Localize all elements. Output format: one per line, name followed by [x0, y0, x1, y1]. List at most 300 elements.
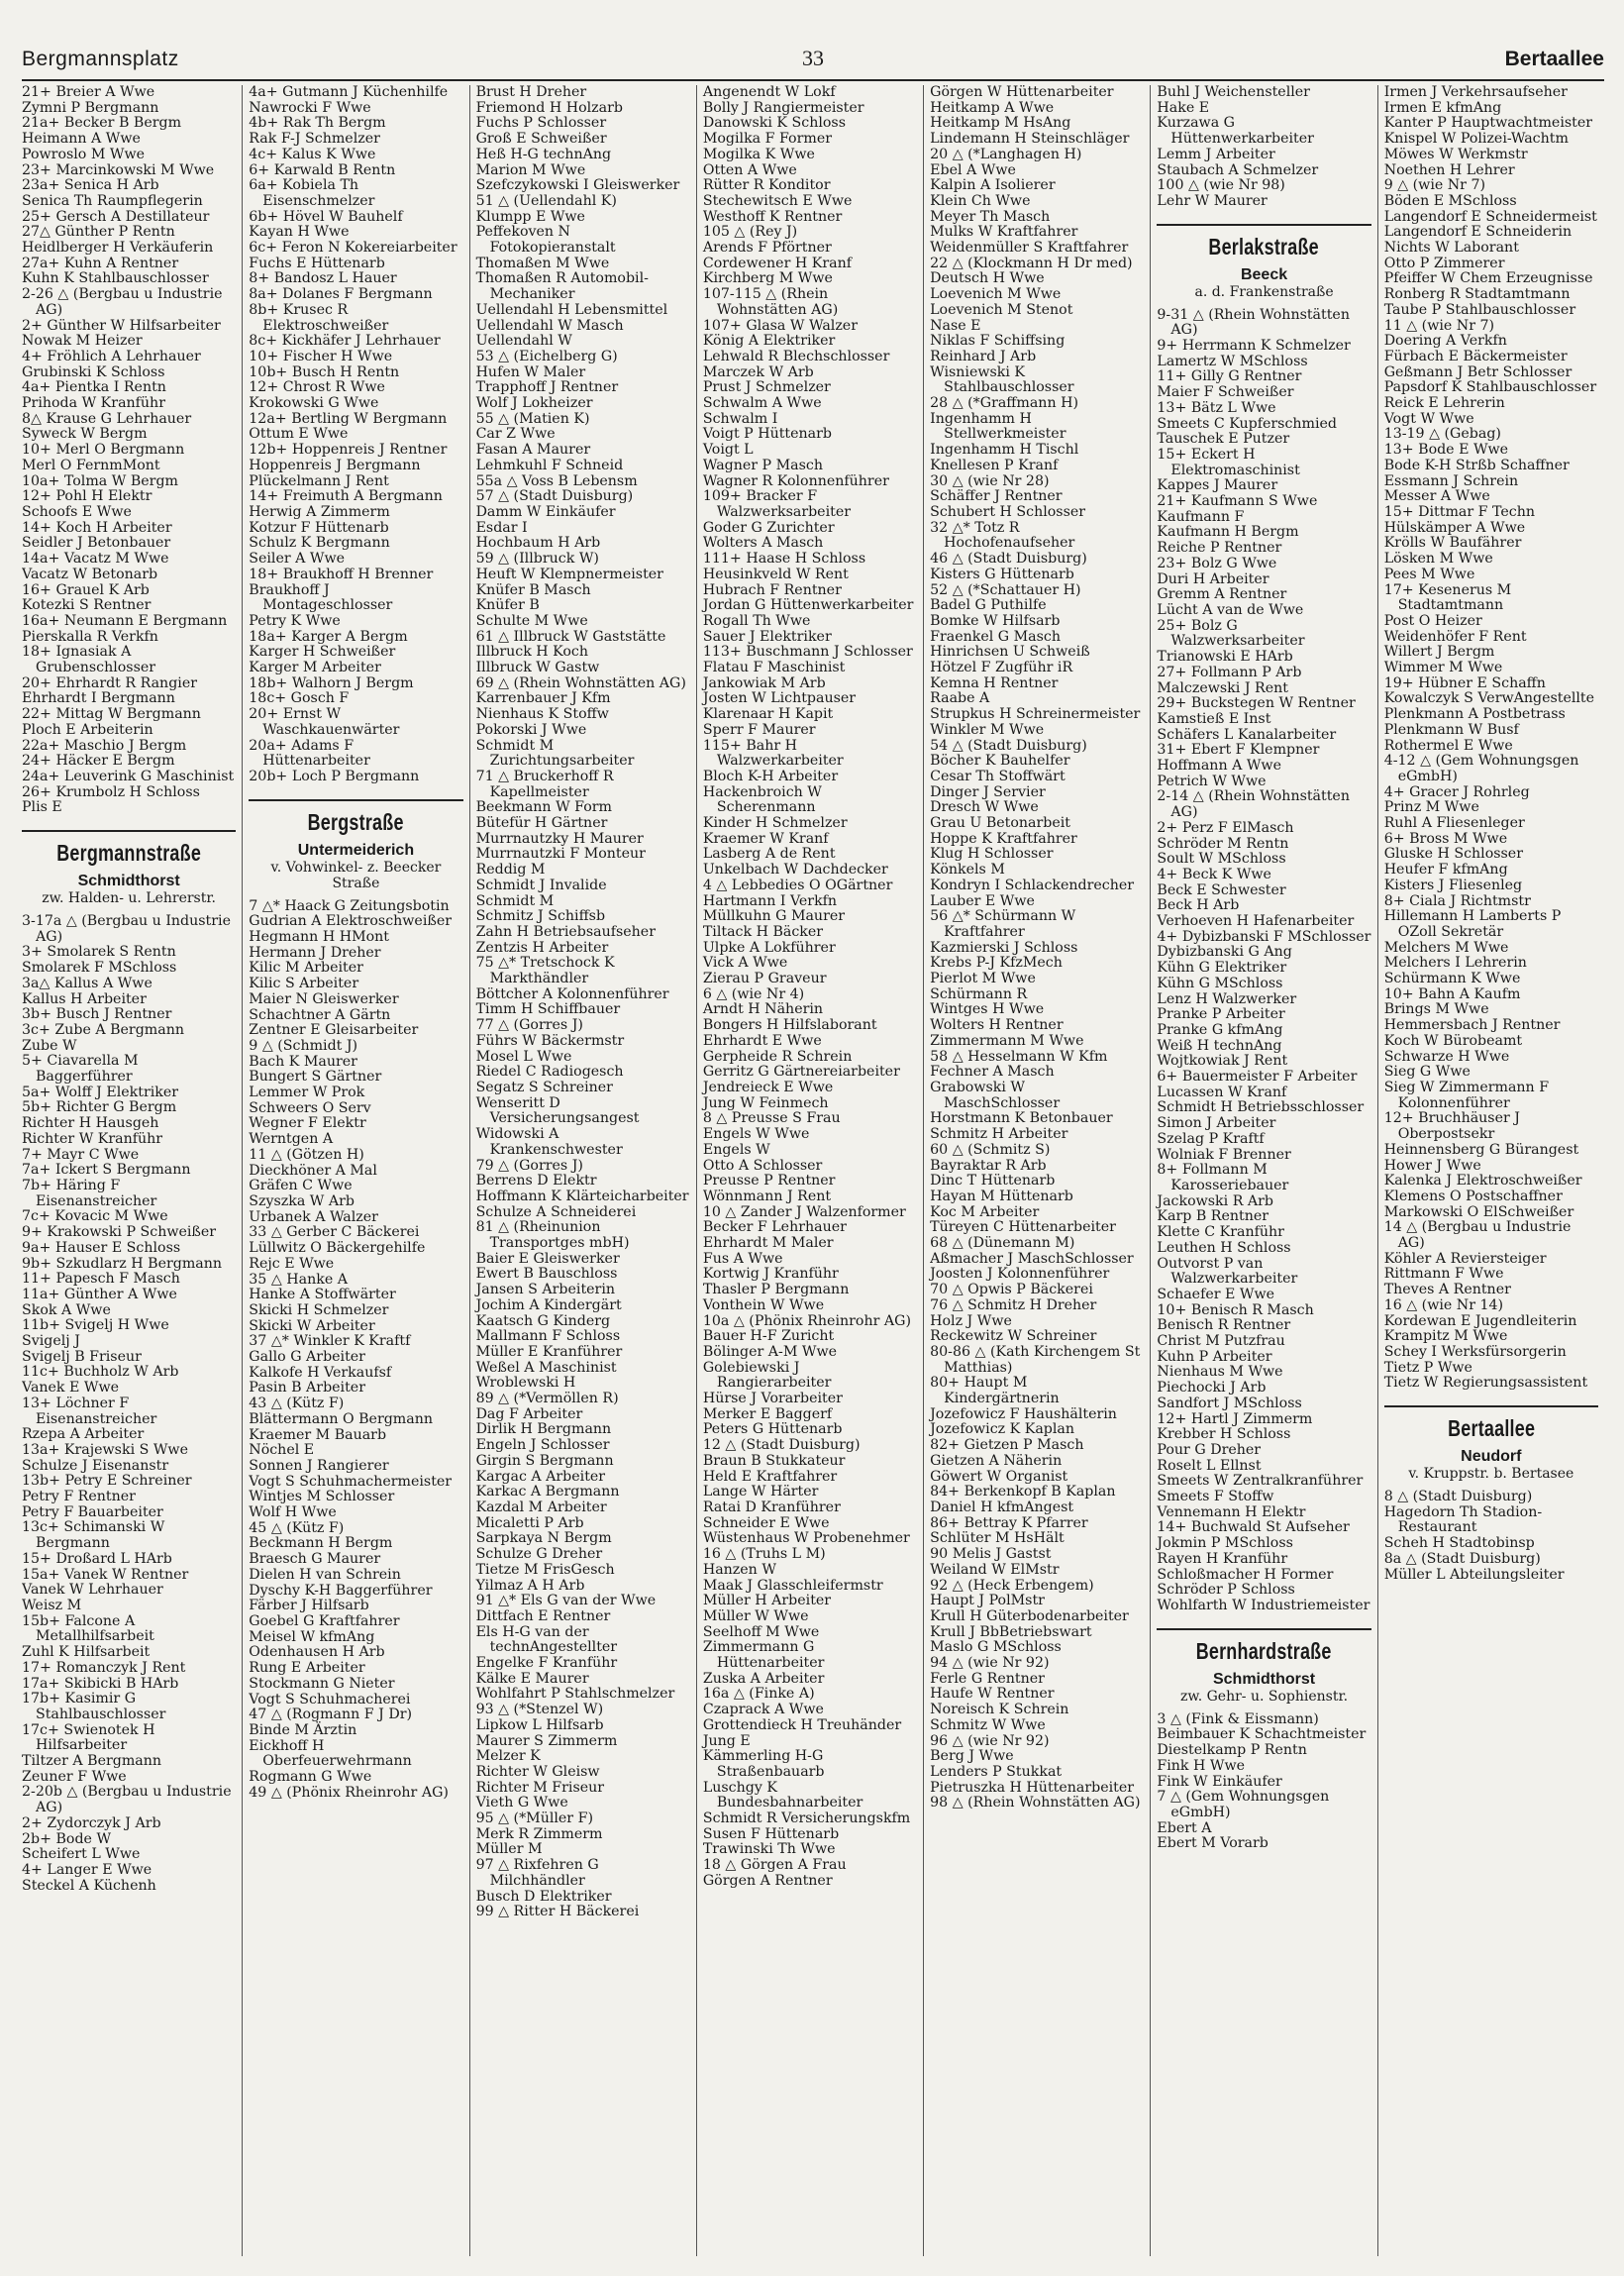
directory-entry: Vogt S Schuhmacherei: [249, 1691, 411, 1707]
directory-entry: 13a+ Krajewski S Wwe: [22, 1441, 188, 1458]
directory-entry: 9b+ Szkudlarz H Bergmann: [22, 1255, 223, 1272]
directory-entry: Ewert B Bauschloss: [475, 1266, 618, 1283]
directory-entry: 12b+ Hoppenreis J Rentner: [249, 442, 448, 459]
directory-entry: Badel G Puthilfe: [930, 597, 1047, 614]
directory-entry: Zahn H Betriebsaufseher: [475, 923, 656, 940]
directory-entry: 71 △ Bruckerhoff R Kapellmeister: [475, 768, 614, 800]
directory-entry: Zube W: [22, 1037, 77, 1054]
directory-entry: 7b+ Häring F Eisenanstreicher: [22, 1178, 157, 1209]
directory-entry: Trianowski E HArb: [1157, 649, 1293, 666]
directory-entry: Heitkamp M HsAng: [930, 115, 1071, 132]
directory-entry: 99 △ Ritter H Bäckerei: [475, 1904, 640, 1920]
directory-entry: Pierskalla R Verkfn: [22, 628, 158, 645]
directory-entry: Fasan A Maurer: [475, 442, 591, 459]
directory-entry: 7a+ Ickert S Bergmann: [22, 1162, 191, 1179]
directory-entry: Sonnen J Rangierer: [249, 1457, 389, 1474]
directory-entry: Bungert S Gärtner: [249, 1069, 382, 1086]
directory-entry: Grottendieck H Treuhänder: [702, 1716, 902, 1733]
directory-entry: Uellendahl W: [475, 333, 572, 350]
directory-entry: Dinger J Servier: [930, 783, 1046, 800]
directory-entry: 79 △ (Gorres J): [475, 1157, 583, 1174]
directory-entry: 8b+ Krusec R Elektroschweißer: [249, 301, 389, 334]
directory-entry: Langendorf E Schneiderin: [1383, 224, 1573, 241]
directory-entry: Wohlfarth W Industriemeister: [1157, 1597, 1370, 1613]
directory-entry: Grabowski W MaschSchlosser: [930, 1080, 1061, 1111]
directory-entry: Schröder M Rentn: [1157, 835, 1289, 852]
directory-entry: Held E Kraftfahrer: [702, 1468, 838, 1485]
directory-entry: 9-31 △ (Rhein Wohnstätten AG): [1157, 306, 1350, 339]
directory-entry: Böden E MSchloss: [1383, 192, 1517, 209]
directory-entry: Köhler A Reviersteiger: [1383, 1250, 1547, 1267]
directory-entry: Josten W Lichtpauser: [702, 690, 857, 707]
directory-entry: Marczek W Arb: [702, 363, 814, 380]
directory-entry: Outvorst P van Walzwerkarbeiter: [1157, 1255, 1298, 1288]
directory-entry: Heitkamp A Wwe: [930, 99, 1055, 116]
directory-entry: Müller L Abteilungsleiter: [1383, 1566, 1565, 1583]
directory-entry: Kraemer M Bauarb: [249, 1426, 387, 1443]
directory-entry: 12+ Hartl J Zimmerm: [1157, 1410, 1313, 1427]
directory-entry: Nöchel E: [249, 1442, 315, 1459]
directory-entry: Lösken M Wwe: [1383, 551, 1493, 568]
directory-entry: Pokorski J Wwe: [475, 721, 587, 738]
directory-entry: Vanek E Wwe: [22, 1380, 120, 1397]
directory-entry: Rothermel E Wwe: [1383, 737, 1513, 754]
directory-entry: 8c+ Kickhäfer J Lehrhauer: [249, 333, 441, 350]
directory-entry: Rittmann F Wwe: [1383, 1266, 1504, 1283]
street-name: Bergstraße: [307, 808, 404, 835]
directory-entry: 70 △ Opwis P Bäckerei: [930, 1282, 1093, 1298]
directory-entry: 4+ Dybizbanski F MSchlosser: [1157, 928, 1371, 945]
directory-entry: 9+ Herrmann K Schmelzer: [1157, 338, 1351, 355]
directory-entry: Zuska A Arbeiter: [702, 1670, 825, 1687]
directory-entry: Baier E Gleiswerker: [475, 1250, 620, 1267]
directory-entry: Noethen H Lehrer: [1383, 161, 1515, 178]
directory-entry: Bölinger A-M Wwe: [702, 1343, 837, 1360]
directory-entry: Zeuner F Wwe: [22, 1768, 127, 1785]
directory-entry: 6 △ (wie Nr 4): [702, 985, 805, 1002]
directory-entry: Brings M Wwe: [1383, 1001, 1489, 1018]
directory-entry: Deutsch H Wwe: [930, 270, 1045, 287]
directory-entry: 31+ Ebert F Klempner: [1157, 742, 1320, 759]
directory-entry: Kemna H Rentner: [930, 674, 1059, 691]
directory-entry: 13-19 △ (Gebag): [1383, 426, 1501, 443]
directory-entry: 3-17a △ (Bergbau u Industrie AG): [22, 913, 231, 945]
directory-entry: Schloßmacher H Former: [1157, 1566, 1334, 1583]
directory-entry: Kalenka J Elektroschweißer: [1383, 1173, 1582, 1190]
directory-entry: Ratai D Kranführer: [702, 1499, 841, 1515]
directory-entry: Bode K-H Strßb Schaffner: [1383, 457, 1570, 473]
directory-entry: 115+ Bahr H Walzwerkarbeiter: [702, 737, 844, 770]
directory-entry: 80+ Haupt M Kindergärtnerin: [930, 1375, 1060, 1407]
directory-entry: Kurzawa G Hüttenwerkarbeiter: [1157, 115, 1314, 148]
directory-entry: 2+ Perz F ElMasch: [1157, 819, 1294, 836]
directory-entry: Klug H Schlosser: [930, 846, 1054, 863]
directory-entry: Koc M Arbeiter: [930, 1203, 1040, 1220]
directory-entry: 14 △ (Bergbau u Industrie AG): [1383, 1219, 1572, 1252]
directory-entry: Rzepa A Arbeiter: [22, 1426, 145, 1443]
directory-entry: Sandfort J MSchloss: [1157, 1395, 1302, 1411]
directory-entry: 12+ Bruchhäuser J Oberpostsekr: [1383, 1110, 1520, 1143]
directory-entry: Petry K Wwe: [249, 612, 341, 629]
directory-entry: 4-12 △ (Gem Wohnungsgen eGmbH): [1383, 753, 1579, 784]
directory-entry: Urbanek A Walzer: [249, 1208, 378, 1225]
directory-entry: Daniel H kfmAngest: [930, 1499, 1074, 1515]
directory-entry: Klemens O Postschaffner: [1383, 1188, 1563, 1204]
directory-entry: Wegner F Elektr: [249, 1115, 366, 1132]
directory-entry: Beck E Schwester: [1157, 881, 1286, 898]
directory-entry: Kuhn K Stahlbauschlosser: [22, 270, 209, 287]
directory-entry: Hackenbroich W Scherenmann: [702, 783, 822, 816]
directory-entry: 27△ Günther P Rentn: [22, 224, 175, 241]
directory-entry: 46 △ (Stadt Duisburg): [930, 551, 1087, 568]
directory-entry: Bayraktar R Arb: [930, 1157, 1047, 1174]
directory-entry: 75 △* Tretschock K Markthändler: [475, 955, 615, 987]
directory-entry: Skicki W Arbeiter: [249, 1317, 375, 1334]
directory-entry: 2+ Günther W Hilfsarbeiter: [22, 317, 221, 334]
directory-entry: 55a △ Voss B Lebensm: [475, 472, 638, 489]
directory-entry: Smeets W Zentralkranführer: [1157, 1473, 1364, 1490]
directory-entry: Engels W: [702, 1141, 770, 1158]
directory-entry: 3a△ Kallus A Wwe: [22, 975, 152, 991]
directory-entry: Koch W Bürobeamt: [1383, 1032, 1523, 1049]
directory-entry: Lange W Härter: [702, 1484, 819, 1500]
directory-entry: Möwes W Werkmstr: [1383, 146, 1528, 162]
directory-entry: 10+ Benisch R Masch: [1157, 1301, 1314, 1318]
directory-entry: 8+ Ciala J Richtmstr: [1383, 892, 1531, 909]
directory-entry: Engelke F Kranführ: [475, 1655, 618, 1672]
directory-entry: Rak F-J Schmelzer: [249, 131, 380, 148]
directory-entry: Melchers M Wwe: [1383, 939, 1509, 956]
directory-entry: Wolters A Masch: [702, 535, 824, 552]
directory-entry: Schürmann K Wwe: [1383, 971, 1521, 987]
directory-entry: 80-86 △ (Kath Kirchengem St Matthias): [930, 1343, 1141, 1376]
directory-entry: 111+ Haase H Schloss: [702, 551, 866, 568]
directory-entry: 15+ Dittmar F Techn: [1383, 503, 1535, 520]
directory-entry: Uellendahl H Lebensmittel: [475, 301, 668, 318]
directory-entry: 23+ Marcinkowski M Wwe: [22, 161, 215, 178]
directory-entry: Sieg G Wwe: [1383, 1064, 1471, 1081]
directory-entry: 18b+ Walhorn J Bergm: [249, 674, 414, 691]
directory-entry: Ottum E Wwe: [249, 426, 349, 443]
directory-entry: Ingenhamm H Stellwerkmeister: [930, 410, 1066, 443]
directory-entry: Duri H Arbeiter: [1157, 570, 1269, 587]
directory-entry: Hanzen W: [702, 1561, 776, 1578]
directory-entry: Schmidt M Zurichtungsarbeiter: [475, 737, 635, 770]
directory-entry: Schaefer E Wwe: [1157, 1286, 1274, 1302]
directory-entry: Karrenbauer J Kfm: [475, 690, 611, 707]
district-name: Schmidthorst: [77, 873, 180, 890]
directory-entry: 4b+ Rak Th Bergm: [249, 115, 386, 132]
directory-entry: 69 △ (Rhein Wohnstätten AG): [475, 674, 686, 691]
directory-entry: Kilic S Arbeiter: [249, 976, 359, 992]
directory-entry: Gietzen A Näherin: [930, 1452, 1063, 1469]
directory-entry: Nowak M Heizer: [22, 333, 143, 350]
directory-entry: Loevenich M Wwe: [930, 286, 1062, 303]
directory-entry: 27+ Follmann P Arb: [1157, 664, 1302, 680]
directory-entry: Zierau P Graveur: [702, 971, 827, 987]
directory-entry: Smeets C Kupferschmied: [1157, 415, 1337, 432]
directory-entry: Peters G Hüttenarb: [702, 1421, 843, 1438]
directory-entry: Pierlot M Wwe: [930, 971, 1036, 987]
directory-entry: 49 △ (Phönix Rheinrohr AG): [249, 1784, 449, 1801]
directory-entry: Stockmann G Nieter: [249, 1675, 395, 1692]
directory-entry: Reddig M: [475, 862, 546, 879]
directory-entry: Danowski K Schloss: [702, 115, 846, 132]
directory-entry: Ebel A Wwe: [930, 161, 1016, 178]
directory-entry: Lasberg A de Rent: [702, 846, 836, 863]
directory-entry: Goder G Zurichter: [702, 519, 835, 536]
directory-entry: 16+ Grauel K Arb: [22, 581, 150, 598]
directory-entry: Nawrocki F Wwe: [249, 99, 371, 116]
directory-entry: Wolf J Lokheizer: [475, 395, 593, 412]
directory-entry: 6c+ Feron N Kokereiarbeiter: [249, 240, 457, 257]
directory-entry: Holz J Wwe: [930, 1312, 1012, 1329]
directory-entry: 4+ Langer E Wwe: [22, 1861, 152, 1878]
directory-entry: Bolly J Rangiermeister: [702, 99, 864, 116]
directory-entry: 23a+ Senica H Arb: [22, 177, 159, 194]
directory-entry: Kotzur F Hüttenarb: [249, 519, 389, 536]
directory-entry: 6b+ Hövel W Bauhelf: [249, 208, 403, 225]
directory-entry: Bauer H-F Zuricht: [702, 1328, 835, 1345]
directory-entry: Kalpin A Isolierer: [930, 177, 1056, 194]
directory-entry: 2-26 △ (Bergbau u Industrie AG): [22, 286, 223, 318]
directory-entry: 53 △ (Eichelberg G): [475, 348, 618, 364]
directory-entry: Pasin B Arbeiter: [249, 1380, 365, 1397]
directory-entry: 3b+ Busch J Rentner: [22, 1006, 172, 1023]
directory-entry: Krampitz M Wwe: [1383, 1328, 1508, 1345]
directory-entry: Sieg W Zimmermann F Kolonnenführer: [1383, 1080, 1550, 1111]
directory-entry: 19+ Hübner E Schaffn: [1383, 674, 1546, 691]
directory-entry: Mosel L Wwe: [475, 1048, 572, 1065]
directory-entry: Heimann A Wwe: [22, 131, 141, 148]
directory-entry: Lenders P Stukkat: [930, 1763, 1063, 1780]
directory-entry: Schäffer J Rentner: [930, 488, 1063, 505]
directory-entry: Roselt L Ellnst: [1157, 1457, 1262, 1474]
directory-entry: Schmitz H Arbeiter: [930, 1126, 1068, 1143]
directory-entry: Petrich W Wwe: [1157, 773, 1267, 789]
directory-entry: Kühn G Elektriker: [1157, 960, 1287, 977]
directory-entry: 47 △ (Rogmann F J Dr): [249, 1707, 413, 1723]
directory-entry: 92 △ (Heck Erbengem): [930, 1577, 1094, 1594]
directory-entry: Otto P Zimmerer: [1383, 255, 1505, 271]
directory-entry: Post O Heizer: [1383, 612, 1482, 629]
directory-entry: 4a+ Gutmann J Küchenhilfe: [249, 85, 449, 100]
directory-entry: 21+ Kaufmann S Wwe: [1157, 493, 1318, 510]
directory-entry: Timm H Schiffbauer: [475, 1001, 621, 1018]
directory-entry: Kotezki S Rentner: [22, 597, 152, 614]
directory-entry: Kirchberg M Wwe: [702, 270, 833, 287]
district-name: Untermeiderich: [297, 841, 415, 859]
directory-entry: 94 △ (wie Nr 92): [930, 1655, 1050, 1672]
directory-entry: Schulte M Wwe: [475, 612, 588, 629]
directory-entry: Hoppenreis J Bergmann: [249, 457, 421, 473]
directory-entry: Reiche P Rentner: [1157, 540, 1282, 557]
directory-entry: Karger H Schweißer: [249, 644, 396, 661]
directory-entry: Flatau F Maschinist: [702, 660, 846, 676]
directory-entry: Kühn G MSchloss: [1157, 975, 1283, 991]
directory-entry: Türeyen C Hüttenarbeiter: [930, 1219, 1116, 1236]
directory-entry: 11 △ (Götzen H): [249, 1146, 364, 1163]
street-range: zw. Gehr- u. Sophienstr.: [1180, 1688, 1349, 1705]
directory-entry: Ehrhardt E Wwe: [702, 1032, 822, 1049]
street-heading: [22, 830, 236, 906]
directory-entry: Hinrichsen U Schweiß: [930, 644, 1090, 661]
directory-entry: Ebert M Vorarb: [1157, 1835, 1269, 1852]
directory-entry: 22+ Mittag W Bergmann: [22, 706, 201, 723]
directory-entry: Murrnautzky H Maurer: [475, 830, 644, 847]
directory-entry: 3+ Smolarek S Rentn: [22, 944, 176, 961]
directory-entry: Görgen W Hüttenarbeiter: [930, 85, 1114, 100]
directory-entry: Lüllwitz O Bäckergehilfe: [249, 1240, 426, 1257]
directory-entry: Schmitz J Schiffsb: [475, 908, 606, 925]
directory-entry: 17a+ Skibicki B HArb: [22, 1675, 179, 1692]
directory-entry: Tiltack H Bäcker: [702, 923, 824, 940]
directory-entry: 11 △ (wie Nr 7): [1383, 317, 1495, 334]
directory-entry: 21a+ Becker B Bergm: [22, 115, 182, 132]
directory-entry: 7+ Mayr C Wwe: [22, 1146, 140, 1163]
directory-entry: 100 △ (wie Nr 98): [1157, 177, 1285, 194]
directory-entry: Riedel C Radiogesch: [475, 1064, 624, 1081]
directory-entry: Strupkus H Schreinermeister: [930, 706, 1141, 723]
directory-entry: 4 △ Lebbedies O OGärtner: [702, 877, 893, 893]
directory-entry: 59 △ (Illbruck W): [475, 551, 599, 568]
directory-entry: Tietz W Regierungsassistent: [1383, 1375, 1588, 1392]
directory-entry: König A Elektriker: [702, 333, 836, 350]
directory-entry: Heusinkveld W Rent: [702, 566, 849, 582]
directory-entry: Gerpheide R Schrein: [702, 1048, 853, 1065]
directory-entry: Plenkmann A Postbetrass: [1383, 706, 1566, 723]
directory-entry: Sauer J Elektriker: [702, 628, 832, 645]
directory-entry: Färber J Hilfsarb: [249, 1598, 369, 1614]
directory-entry: 32 △* Totz R Hochofenaufseher: [930, 519, 1075, 552]
directory-entry: Müller M: [475, 1841, 543, 1858]
directory-entry: Dresch W Wwe: [930, 799, 1039, 816]
directory-entry: 60 △ (Schmitz S): [930, 1141, 1051, 1158]
directory-entry: Lehwald R Blechschlosser: [702, 348, 890, 364]
directory-entry: Tiltzer A Bergmann: [22, 1753, 162, 1770]
directory-entry: Ehrhardt M Maler: [702, 1235, 834, 1252]
directory-entry: Reinhard J Arb: [930, 348, 1037, 364]
directory-entry: Marion M Wwe: [475, 161, 586, 178]
directory-entry: Christ M Putzfrau: [1157, 1333, 1285, 1350]
directory-entry: Zuhl K Hilfsarbeit: [22, 1644, 151, 1661]
directory-entry: 5b+ Richter G Bergm: [22, 1099, 177, 1116]
directory-entry: Schröder P Schloss: [1157, 1582, 1295, 1599]
directory-entry: 2-14 △ (Rhein Wohnstätten AG): [1157, 788, 1350, 821]
directory-entry: 10a+ Tolma W Bergm: [22, 472, 179, 489]
directory-entry: Jozefowicz K Kaplan: [930, 1421, 1075, 1438]
directory-entry: Werntgen A: [249, 1131, 334, 1148]
directory-entry: Lemmer W Prok: [249, 1085, 365, 1101]
directory-entry: Wenseritt D Versicherungsangest: [475, 1094, 640, 1127]
directory-entry: Syweck W Bergm: [22, 426, 148, 443]
directory-entry: Krull J BbBetriebswart: [930, 1623, 1092, 1640]
directory-entry: 51 △ (Uellendahl K): [475, 192, 617, 209]
directory-entry: 18c+ Gosch F: [249, 690, 350, 707]
directory-entry: Krebber H Schloss: [1157, 1426, 1291, 1443]
directory-entry: Lehmkuhl F Schneid: [475, 457, 624, 473]
directory-entry: 4+ Beck K Wwe: [1157, 866, 1271, 882]
directory-entry: Vieth G Wwe: [475, 1795, 568, 1811]
directory-entry: Benisch R Rentner: [1157, 1317, 1291, 1334]
directory-entry: Weiland W ElMstr: [930, 1561, 1060, 1578]
directory-entry: Unkelbach W Dachdecker: [702, 862, 888, 879]
directory-entry: 10+ Bahn A Kaufm: [1383, 985, 1521, 1002]
directory-entry: Kazdal M Arbeiter: [475, 1499, 607, 1515]
directory-entry: Gallo G Arbeiter: [249, 1349, 365, 1366]
directory-entry: Micaletti P Arb: [475, 1514, 584, 1531]
directory-entry: Kuhn P Arbeiter: [1157, 1348, 1272, 1365]
directory-entry: Jackowski R Arb: [1157, 1192, 1274, 1209]
directory-entry: Schubert H Schlosser: [930, 503, 1086, 520]
directory-entry: 18+ Braukhoff H Brenner: [249, 566, 434, 582]
directory-entry: 77 △ (Gorres J): [475, 1017, 583, 1034]
directory-columns: [22, 85, 1604, 2256]
directory-entry: Malczewski J Rent: [1157, 679, 1288, 696]
directory-entry: 13+ Löchner F Eisenanstreicher: [22, 1395, 157, 1427]
directory-entry: Leuthen H Schloss: [1157, 1239, 1291, 1256]
directory-entry: Tietz P Wwe: [1383, 1359, 1472, 1376]
directory-entry: Raabe A: [930, 690, 990, 707]
directory-entry: 20+ Ernst W Waschkauenwärter: [249, 706, 400, 738]
directory-entry: Pour G Dreher: [1157, 1441, 1262, 1458]
directory-entry: Kayan H Wwe: [249, 224, 350, 241]
directory-entry: 13+ Bode E Wwe: [1383, 442, 1509, 459]
directory-entry: 22 △ (Klockmann H Dr med): [930, 255, 1133, 271]
directory-entry: Könkels M: [930, 862, 1005, 879]
directory-entry: 16a+ Neumann E Bergmann: [22, 612, 228, 629]
directory-entry: 54 △ (Stadt Duisburg): [930, 737, 1087, 754]
directory-entry: 16 △ (Truhs L M): [702, 1546, 826, 1563]
directory-entry: Kortwig J Kranführ: [702, 1266, 839, 1283]
directory-entry: Thasler P Bergmann: [702, 1282, 850, 1298]
directory-entry: Scheifert L Wwe: [22, 1846, 141, 1863]
directory-entry: Arndt H Näherin: [702, 1001, 824, 1018]
directory-entry: Soult W MSchloss: [1157, 851, 1286, 868]
directory-entry: 16 △ (wie Nr 14): [1383, 1296, 1504, 1313]
directory-entry: 2b+ Bode W: [22, 1830, 112, 1847]
directory-entry: Vogt S Schuhmachermeister: [249, 1473, 453, 1490]
directory-entry: 17+ Romanczyk J Rent: [22, 1659, 186, 1676]
directory-entry: Hoppe K Kraftfahrer: [930, 830, 1077, 847]
street-range: zw. Halden- u. Lehrerstr.: [42, 890, 216, 907]
directory-entry: Weiß H technAng: [1157, 1037, 1282, 1054]
directory-entry: Schulze J Eisenanstr: [22, 1457, 169, 1474]
directory-entry: Vick A Wwe: [702, 955, 788, 972]
directory-entry: Gluske H Schlosser: [1383, 846, 1523, 863]
page-number: 33: [802, 46, 824, 70]
directory-entry: Thomaßen R Automobil-Mechaniker: [475, 270, 649, 303]
directory-entry: 10 △ Zander J Walzenformer: [702, 1203, 906, 1220]
directory-entry: Meyer Th Masch: [930, 208, 1051, 225]
directory-entry: Kallus H Arbeiter: [22, 990, 147, 1007]
directory-entry: Führs W Bäckermstr: [475, 1032, 625, 1049]
directory-entry: Susen F Hüttenarb: [702, 1825, 840, 1842]
directory-entry: Fechner A Masch: [930, 1064, 1055, 1081]
directory-entry: Trawinski Th Wwe: [702, 1841, 836, 1858]
directory-entry: Schulz K Bergmann: [249, 535, 390, 552]
directory-entry: Vanek W Lehrhauer: [22, 1582, 163, 1599]
directory-entry: Loevenich M Stenot: [930, 301, 1073, 318]
directory-entry: Müller E Kranführer: [475, 1343, 623, 1360]
directory-entry: Krölls W Baufährer: [1383, 535, 1522, 552]
directory-entry: 14a+ Vacatz M Wwe: [22, 551, 169, 568]
directory-entry: 17+ Kesenerus M Stadtamtmann: [1383, 581, 1512, 614]
directory-entry: Otten A Wwe: [702, 161, 797, 178]
directory-entry: Pfeiffer W Chem Erzeugnisse: [1383, 270, 1593, 287]
directory-entry: Arends F Pförtner: [702, 240, 832, 257]
directory-entry: 22a+ Maschio J Bergm: [22, 737, 187, 754]
